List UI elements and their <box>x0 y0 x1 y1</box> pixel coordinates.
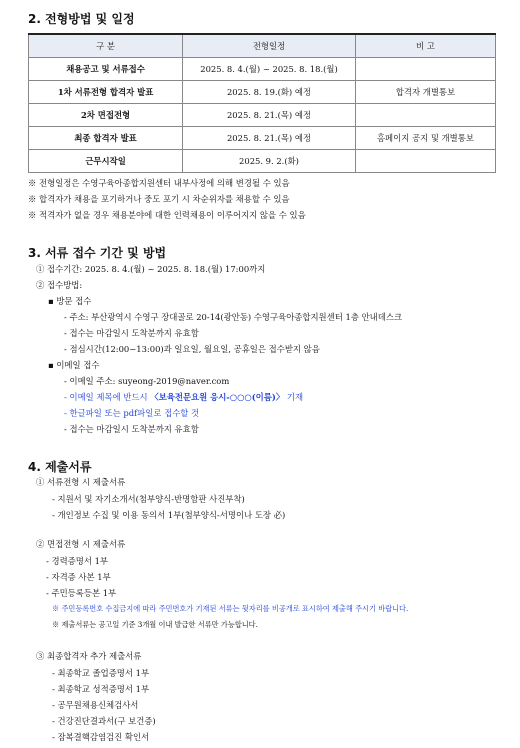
visit-item: - 접수는 마감일시 도착분까지 유효함 <box>64 328 199 338</box>
row-category: 근무시작일 <box>29 150 183 173</box>
table-row <box>29 81 496 104</box>
email-label-text: 이메일 접수 <box>56 360 100 370</box>
row-remarks: 홈페이지 공지 및 개별통보 <box>355 127 495 150</box>
row-schedule: 2025. 9. 2.(화) <box>183 150 356 173</box>
email-deadline: - 접수는 마감일시 도착분까지 유효함 <box>64 424 199 434</box>
row-category: 1차 서류전형 합격자 발표 <box>29 81 183 104</box>
row-schedule: 2025. 8. 4.(월) ~ 2025. 8. 18.(월) <box>183 58 356 81</box>
email-subject-format: 〈보육전문요원 응시-○○○(이름)〉 <box>150 392 285 402</box>
row-schedule: 2025. 8. 19.(화) 예정 <box>183 81 356 104</box>
interview-stage-label: ② 면접전형 시 제출서류 <box>36 539 126 549</box>
table-row <box>29 150 496 173</box>
row-category: 2차 면접전형 <box>29 104 183 127</box>
row-category: 채용공고 및 서류접수 <box>29 58 183 81</box>
visit-label-text: 방문 접수 <box>56 296 92 306</box>
doc-stage-item: - 지원서 및 자기소개서(첨부양식-반명함판 사진부착) <box>52 494 245 504</box>
header-schedule: 전형일정 <box>183 34 356 58</box>
section-2-title: 2. 전형방법 및 일정 <box>28 12 135 26</box>
row-remarks <box>355 150 495 173</box>
final-stage-item: - 공무원채용신체검사서 <box>52 700 139 710</box>
table-row <box>29 127 496 150</box>
final-stage-item: - 건강진단결과서(구 보건증) <box>52 716 156 726</box>
row-remarks <box>355 58 495 81</box>
final-stage-item: - 잠복결핵감염검진 확인서 <box>52 732 150 742</box>
row-schedule: 2025. 8. 21.(목) 예정 <box>183 104 356 127</box>
doc-stage-label: ① 서류전형 시 제출서류 <box>36 477 126 487</box>
email-subject-rule <box>64 391 303 403</box>
interview-stage-item: - 주민등록등본 1부 <box>46 588 117 598</box>
schedule-table <box>28 33 496 173</box>
interview-stage-item: - 자격증 사본 1부 <box>46 572 111 582</box>
email-file-format: - 한글파일 또는 pdf파일로 접수할 것 <box>64 408 200 418</box>
email-label: ▪ 이메일 접수 <box>48 360 100 370</box>
visit-label: ▪ 방문 접수 <box>48 296 92 306</box>
table-row <box>29 58 496 81</box>
doc-stage-item: - 개인정보 수집 및 이용 동의서 1부(첨부양식-서명이나 도장 必) <box>52 510 286 520</box>
visit-item: - 점심시간(12:00~13:00)과 일요일, 월요일, 공휴일은 접수받지 않음 <box>64 344 320 354</box>
schedule-table-header <box>29 34 496 58</box>
row-schedule: 2025. 8. 21.(목) 예정 <box>183 127 356 150</box>
resident-number-note: ※ 주민등록번호 수집금지에 따라 주민번호가 기재된 서류는 뒷자리를 비공개로 표시하여 제출해 주시기 바랍니다. <box>52 604 409 613</box>
section-3-title: 3. 서류 접수 기간 및 방법 <box>28 246 167 260</box>
visit-item: - 주소: 부산광역시 수영구 장대골로 20-14(광안동) 수영구육아종합지원센터 1층 안내데스크 <box>64 312 403 322</box>
row-category: 최종 합격자 발표 <box>29 127 183 150</box>
table-row <box>29 104 496 127</box>
section-4-title: 4. 제출서류 <box>28 460 92 474</box>
header-remarks: 비 고 <box>355 34 495 58</box>
row-remarks <box>355 104 495 127</box>
schedule-note: ※ 전형일정은 수영구육아종합지원센터 내부사정에 의해 변경될 수 있음 <box>28 178 290 188</box>
schedule-note: ※ 합격자가 채용을 포기하거나 중도 포기 시 차순위자를 채용할 수 있음 <box>28 194 290 204</box>
schedule-note: ※ 적격자가 없을 경우 채용분야에 대한 인력채용이 이루어지지 않을 수 있음 <box>28 210 306 220</box>
email-subject-prefix: - 이메일 제목에 반드시 <box>64 392 151 402</box>
document-validity-note: ※ 제출서류는 공고일 기준 3개월 이내 발급한 서류만 가능합니다. <box>52 620 258 629</box>
email-subject-suffix: 기재 <box>284 392 304 402</box>
final-stage-label: ③ 최종합격자 추가 제출서류 <box>36 651 142 661</box>
final-stage-item: - 최종학교 졸업증명서 1부 <box>52 668 150 678</box>
header-category: 구 분 <box>29 34 183 58</box>
interview-stage-item: - 경력증명서 1부 <box>46 556 109 566</box>
application-method: ② 접수방법: <box>36 280 83 290</box>
application-period: ① 접수기간: 2025. 8. 4.(월) ~ 2025. 8. 18.(월) 17:00까지 <box>36 264 266 274</box>
email-address: - 이메일 주소: suyeong-2019@naver.com <box>64 376 230 386</box>
row-remarks: 합격자 개별통보 <box>355 81 495 104</box>
final-stage-item: - 최종학교 성적증명서 1부 <box>52 684 150 694</box>
